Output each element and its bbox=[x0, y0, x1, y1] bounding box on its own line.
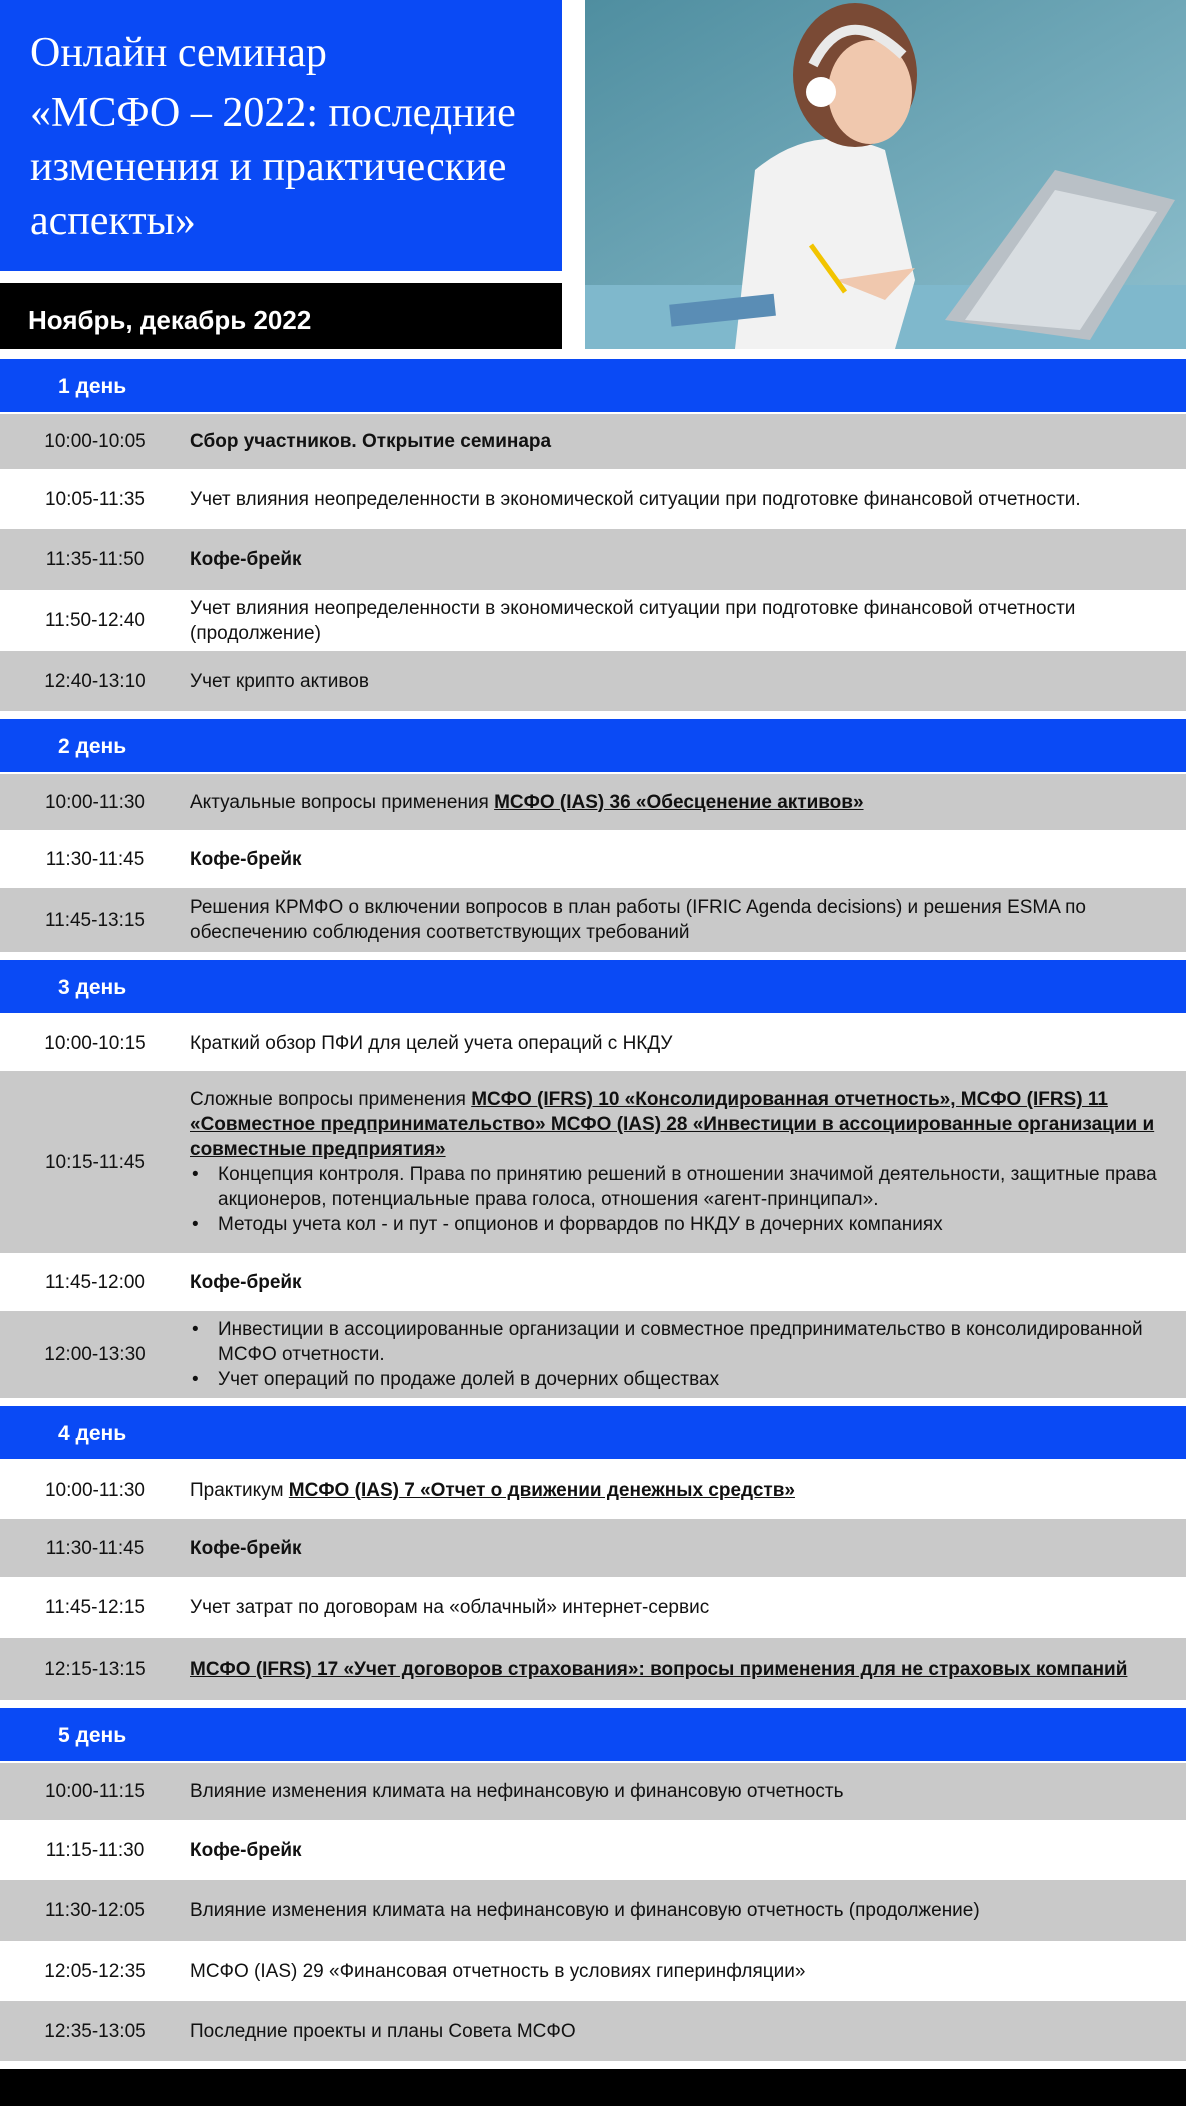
row-text: Кофе-брейк bbox=[190, 1271, 302, 1293]
row-text: Учет затрат по договорам на «облачный» интернет-сервис bbox=[190, 1597, 710, 1618]
agenda bbox=[0, 359, 1186, 2061]
row-text: Актуальные вопросы применения МСФО (IAS) 36 «Обесценение активов» bbox=[190, 791, 864, 813]
agenda-row bbox=[0, 1763, 1186, 1820]
row-time: 12:40-13:10 bbox=[44, 670, 146, 692]
row-time: 12:35-13:05 bbox=[44, 2020, 146, 2042]
woman-laptop-photo bbox=[585, 0, 1186, 349]
row-time: 11:30-12:05 bbox=[44, 1900, 145, 1921]
row-text: Кофе-брейк bbox=[190, 1537, 302, 1559]
row-text: Последние проекты и планы Совета МСФО bbox=[190, 2020, 576, 2042]
row-text: Учет крипто активов bbox=[190, 670, 369, 692]
day-2-header: 2 день bbox=[0, 719, 1186, 772]
row-text: Решения КРМФО о включении вопросов в план работы (IFRIC Agenda decisions) и решения ESMA по обеспечению соблюдения соответствующих требований bbox=[190, 897, 1086, 943]
agenda-row bbox=[0, 1071, 1186, 1253]
row-time: 11:30-11:45 bbox=[45, 848, 145, 870]
row-time: 10:00-11:30 bbox=[44, 1479, 145, 1501]
agenda-row bbox=[0, 651, 1186, 711]
row-text: Практикум МСФО (IAS) 7 «Отчет о движении денежных средств» bbox=[190, 1479, 795, 1501]
row-time: 10:00-11:30 bbox=[44, 791, 145, 813]
row-text bbox=[190, 1317, 1186, 1392]
seminar-date: Ноябрь, декабрь 2022 bbox=[0, 283, 562, 349]
agenda-row bbox=[0, 1253, 1186, 1311]
agenda-row bbox=[0, 414, 1186, 469]
row-time: 10:15-11:45 bbox=[44, 1151, 145, 1173]
row-time: 12:00-13:30 bbox=[44, 1344, 146, 1365]
seminar-title-line1: Онлайн семинар bbox=[30, 30, 327, 76]
bullet-item: • Концепция контроля. Права по принятию решений в отношении значимой деятельности, защитные права акционеров, потенциальные права голоса, отношения «агент-принципал». bbox=[190, 1162, 1162, 1212]
row-time: 11:50-12:40 bbox=[44, 610, 145, 631]
row-text: Учет влияния неопределенности в экономической ситуации при подготовке финансовой отчетности. bbox=[190, 488, 1081, 510]
agenda-row bbox=[0, 529, 1186, 590]
row-time: 12:05-12:35 bbox=[44, 1960, 146, 1982]
day-1-header: 1 день bbox=[0, 359, 1186, 412]
bullet-item: • Инвестиции в ассоциированные организации и совместное предпринимательство в консолидированной МСФО отчетности. bbox=[190, 1317, 1162, 1367]
row-time: 10:00-11:15 bbox=[44, 1781, 145, 1802]
row-text: Учет влияния неопределенности в экономической ситуации при подготовке финансовой отчетности (продолжение) bbox=[190, 597, 1076, 644]
agenda-row bbox=[0, 1311, 1186, 1398]
seminar-title-box bbox=[0, 0, 562, 271]
day-4-header: 4 день bbox=[0, 1406, 1186, 1459]
agenda-row bbox=[0, 1461, 1186, 1519]
bullet-item: • Методы учета кол - и пут - опционов и форвардов по НКДУ в дочерних компаниях bbox=[190, 1212, 1162, 1237]
row-time: 11:45-12:00 bbox=[44, 1271, 145, 1293]
row-text: Краткий обзор ПФИ для целей учета операций с НКДУ bbox=[190, 1032, 673, 1054]
agenda-row bbox=[0, 888, 1186, 952]
agenda-row bbox=[0, 469, 1186, 529]
agenda-row bbox=[0, 590, 1186, 651]
bullet-item: • Учет операций по продаже долей в дочерних обществах bbox=[190, 1367, 1162, 1392]
agenda-row bbox=[0, 2001, 1186, 2061]
row-text: МСФО (IAS) 29 «Финансовая отчетность в условиях гиперинфляции» bbox=[190, 1960, 806, 1982]
agenda-row bbox=[0, 1820, 1186, 1880]
footer-bar bbox=[0, 2069, 1186, 2106]
day-5-header: 5 день bbox=[0, 1708, 1186, 1761]
row-time: 11:15-11:30 bbox=[45, 1839, 145, 1861]
bullet-list bbox=[190, 1317, 1162, 1392]
seminar-title-line2: «МСФО – 2022: последние изменения и практические аспекты» bbox=[30, 90, 516, 244]
day-3-header: 3 день bbox=[0, 960, 1186, 1013]
row-time: 11:45-12:15 bbox=[44, 1597, 145, 1618]
agenda-row bbox=[0, 1519, 1186, 1577]
row-text: Кофе-брейк bbox=[190, 549, 302, 570]
row-time: 11:30-11:45 bbox=[45, 1537, 145, 1559]
row-time: 10:00-10:15 bbox=[44, 1032, 146, 1054]
row-text: Кофе-брейк bbox=[190, 1839, 302, 1861]
agenda-row bbox=[0, 774, 1186, 830]
agenda-row bbox=[0, 830, 1186, 888]
row-text: Кофе-брейк bbox=[190, 848, 302, 870]
row-text: Сбор участников. Открытие семинара bbox=[190, 431, 552, 452]
row-time: 12:15-13:15 bbox=[44, 1658, 146, 1680]
row-time: 10:05-11:35 bbox=[44, 488, 145, 510]
row-text: Влияние изменения климата на нефинансовую и финансовую отчетность bbox=[190, 1781, 844, 1802]
row-text: Влияние изменения климата на нефинансовую и финансовую отчетность (продолжение) bbox=[190, 1900, 980, 1921]
row-text: МСФО (IFRS) 17 «Учет договоров страхования»: вопросы применения для не страховых компаний bbox=[190, 1658, 1128, 1680]
agenda-row bbox=[0, 1941, 1186, 2001]
agenda-row bbox=[0, 1015, 1186, 1071]
row-time: 11:35-11:50 bbox=[45, 549, 145, 570]
agenda-row bbox=[0, 1638, 1186, 1700]
agenda-row bbox=[0, 1577, 1186, 1638]
row-time: 11:45-13:15 bbox=[44, 909, 145, 931]
agenda-row bbox=[0, 1880, 1186, 1941]
bullet-list bbox=[190, 1162, 1162, 1237]
row-text: Сложные вопросы применения МСФО (IFRS) 10 «Консолидированная отчетность», МСФО (IFRS) 11 «Совместное предпринимательство» МСФО (IAS) 28 «Инвестиции в ассоциированные организации и совместные предприятия» • Концепция контроля. Права по принятию решений в отношении значимой деятельности, защитные права акционеров, потенциальные права голоса, отношения «агент-принципал». • Методы учета кол - и пут - опционов и форвардов по НКДУ в дочерних компаниях bbox=[190, 1087, 1186, 1237]
row-time: 10:00-10:05 bbox=[44, 431, 146, 452]
